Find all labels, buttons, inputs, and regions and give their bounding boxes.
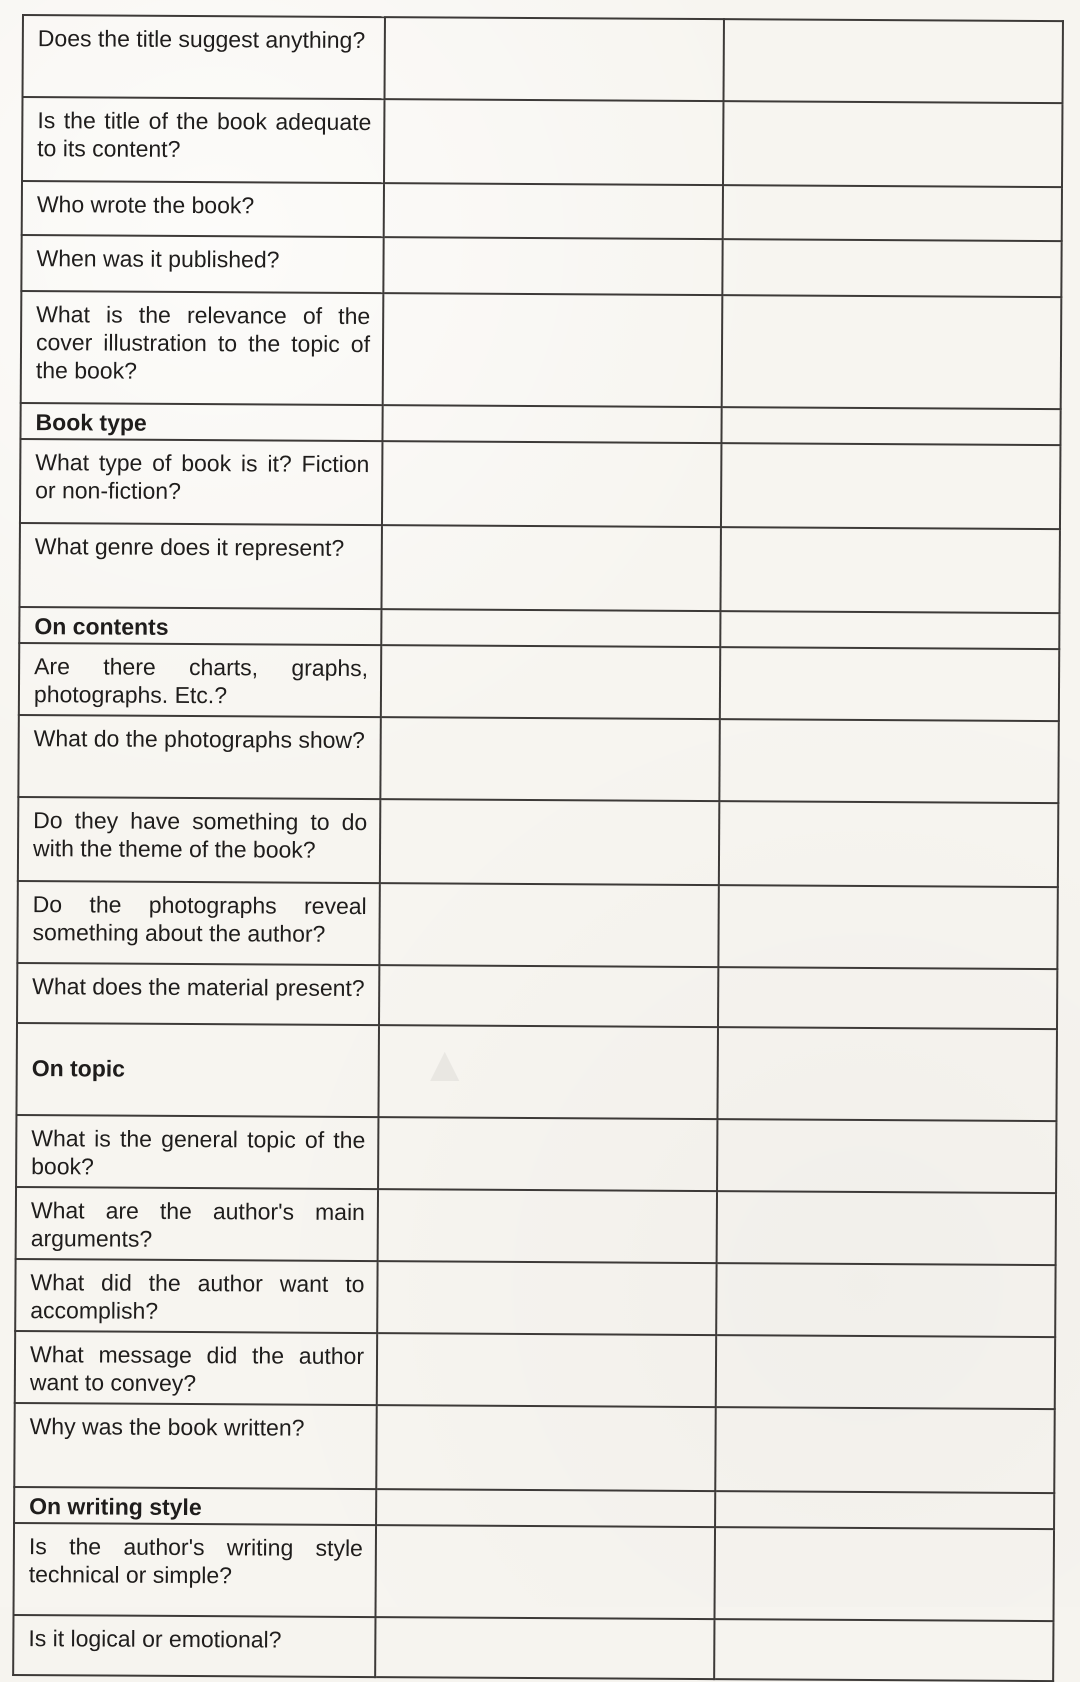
answer-area[interactable] (385, 100, 722, 103)
answer-cell-right[interactable] (718, 967, 1057, 1029)
answer-cell-right[interactable] (723, 101, 1062, 187)
answer-area[interactable] (719, 1028, 1056, 1031)
question-cell (13, 1615, 375, 1677)
book-review-table (12, 14, 1064, 1682)
answer-area[interactable] (723, 408, 1060, 411)
answer-cell-left[interactable] (384, 99, 723, 185)
question-cell (21, 235, 383, 293)
section-header-cell (16, 1023, 379, 1117)
answer-cell-right[interactable] (715, 1491, 1054, 1529)
answer-area[interactable] (382, 610, 719, 613)
answer-cell-left[interactable] (383, 237, 722, 295)
answer-area[interactable] (378, 1406, 715, 1409)
question-text: What does the material present? (32, 973, 365, 1002)
answer-area[interactable] (383, 442, 720, 445)
answer-cell-right[interactable] (716, 1335, 1055, 1409)
answer-area[interactable] (383, 526, 720, 529)
answer-area[interactable] (716, 1528, 1053, 1531)
answer-cell-left[interactable] (381, 609, 720, 647)
section-title: On topic (31, 1055, 126, 1082)
table-row (23, 15, 1063, 103)
answer-cell-right[interactable] (718, 885, 1057, 969)
answer-cell-left[interactable] (378, 1117, 717, 1191)
table-row (20, 403, 1060, 445)
answer-area[interactable] (379, 1262, 716, 1265)
answer-area[interactable] (720, 886, 1057, 889)
answer-cell-right[interactable] (717, 1191, 1056, 1265)
question-text: When was it published? (36, 245, 280, 273)
answer-cell-right[interactable] (714, 1619, 1053, 1681)
answer-cell-right[interactable] (715, 1407, 1054, 1493)
answer-cell-right[interactable] (720, 647, 1059, 721)
table-row (19, 523, 1059, 613)
question-cell (18, 797, 380, 883)
answer-cell-left[interactable] (381, 525, 720, 611)
answer-area[interactable] (720, 802, 1057, 805)
answer-cell-right[interactable] (722, 295, 1062, 409)
answer-area[interactable] (377, 1490, 714, 1493)
answer-area[interactable] (723, 296, 1060, 299)
answer-area[interactable] (718, 1192, 1055, 1195)
answer-cell-right[interactable] (720, 527, 1059, 613)
answer-cell-right[interactable] (720, 611, 1059, 649)
table-row (21, 235, 1061, 297)
question-cell (23, 15, 385, 99)
table-row (15, 1259, 1055, 1337)
table-row (22, 97, 1062, 187)
answer-cell-left[interactable] (377, 1333, 716, 1407)
question-cell (20, 439, 382, 525)
table-row (16, 1115, 1056, 1193)
question-text: What do the photographs show? (33, 725, 365, 754)
answer-area[interactable] (380, 1026, 717, 1029)
table-row (14, 1403, 1054, 1493)
answer-area[interactable] (725, 20, 1062, 23)
answer-cell-left[interactable] (377, 1261, 716, 1335)
question-cell (22, 97, 384, 183)
answer-cell-left[interactable] (383, 293, 723, 407)
answer-cell-left[interactable] (375, 1617, 714, 1679)
section-header-cell (20, 403, 382, 441)
question-text: What genre does it represent? (34, 533, 345, 561)
answer-cell-left[interactable] (380, 799, 719, 885)
answer-area[interactable] (380, 966, 717, 969)
question-cell (22, 181, 384, 237)
question-text: What is the relevance of the cover illustration to the topic of the book? (35, 301, 371, 384)
question-text: Who wrote the book? (36, 191, 255, 219)
answer-area[interactable] (385, 184, 722, 187)
question-cell (15, 1331, 377, 1405)
answer-area[interactable] (384, 294, 721, 297)
answer-cell-left[interactable] (385, 17, 724, 101)
table-row (16, 1023, 1057, 1121)
section-title: On writing style (29, 1493, 202, 1521)
question-cell (19, 643, 381, 717)
answer-area[interactable] (376, 1618, 713, 1621)
question-cell (15, 1259, 377, 1333)
question-cell (19, 523, 381, 609)
answer-area[interactable] (377, 1526, 714, 1529)
question-text: Is it logical or emotional? (28, 1625, 282, 1653)
question-cell (18, 715, 380, 799)
question-cell (17, 881, 379, 965)
answer-cell-left[interactable] (375, 1525, 715, 1619)
section-title: On contents (34, 613, 169, 640)
table-row (15, 1331, 1055, 1409)
question-text: What are the author's main arguments? (30, 1197, 365, 1252)
answer-area[interactable] (717, 1336, 1054, 1339)
answer-area[interactable] (386, 18, 723, 21)
answer-cell-left[interactable] (382, 441, 721, 527)
question-text: Does the title suggest anything? (37, 25, 366, 54)
answer-area[interactable] (379, 1118, 716, 1121)
answer-area[interactable] (724, 186, 1061, 189)
table-row (13, 1615, 1053, 1681)
answer-cell-left[interactable] (376, 1489, 715, 1527)
answer-area[interactable] (384, 406, 721, 409)
answer-cell-left[interactable] (379, 883, 718, 967)
faint-background-stamp: ▲ (420, 1036, 470, 1092)
answer-cell-right[interactable] (723, 19, 1062, 103)
question-text: Is the author's writing style technical or simple? (28, 1533, 363, 1589)
answer-area[interactable] (715, 1620, 1052, 1623)
answer-area[interactable] (381, 800, 718, 803)
answer-area[interactable] (379, 1190, 716, 1193)
table-row (19, 643, 1059, 721)
answer-area[interactable] (721, 612, 1058, 615)
question-cell (17, 963, 379, 1025)
answer-area[interactable] (722, 444, 1059, 447)
table-row (21, 291, 1062, 409)
question-text: Do they have something to do with the theme of the book? (32, 807, 368, 863)
question-cell (16, 1187, 378, 1261)
answer-cell-left[interactable] (380, 717, 719, 801)
answer-cell-left[interactable] (381, 645, 720, 719)
question-text: What message did the author want to convey? (29, 1341, 365, 1397)
book-review-sheet (13, 14, 1030, 1653)
answer-cell-right[interactable] (723, 185, 1062, 241)
question-text: Is the title of the book adequate to its content? (37, 107, 372, 162)
table-row (14, 1487, 1054, 1529)
answer-area[interactable] (724, 240, 1061, 243)
question-cell (13, 1523, 376, 1617)
answer-area[interactable] (721, 720, 1058, 723)
answer-cell-left[interactable] (376, 1405, 715, 1491)
answer-area[interactable] (718, 1264, 1055, 1267)
table-row (13, 1523, 1054, 1621)
question-text: Why was the book written? (29, 1413, 305, 1441)
answer-area[interactable] (717, 1408, 1054, 1411)
answer-cell-left[interactable] (379, 965, 718, 1027)
answer-area[interactable] (385, 238, 722, 241)
question-text: What did the author want to accomplish? (30, 1269, 365, 1324)
table-row (18, 797, 1058, 887)
question-cell (14, 1403, 376, 1489)
answer-cell-right[interactable] (721, 443, 1060, 529)
answer-area[interactable] (378, 1334, 715, 1337)
table-row (19, 607, 1059, 649)
answer-cell-right[interactable] (717, 1119, 1056, 1193)
section-header-cell (14, 1487, 376, 1525)
section-title: Book type (35, 409, 147, 436)
table-row (22, 181, 1062, 241)
answer-cell-right[interactable] (716, 1263, 1055, 1337)
answer-area[interactable] (724, 102, 1061, 105)
section-header-cell (19, 607, 381, 645)
answer-cell-right[interactable] (721, 407, 1060, 445)
answer-area[interactable] (716, 1492, 1053, 1495)
question-cell (16, 1115, 378, 1189)
table-row (16, 1187, 1056, 1265)
answer-cell-right[interactable] (722, 239, 1061, 297)
answer-cell-right[interactable] (717, 1027, 1057, 1121)
answer-area[interactable] (721, 648, 1058, 651)
answer-cell-left[interactable] (378, 1025, 718, 1119)
answer-cell-right[interactable] (719, 719, 1058, 803)
answer-cell-left[interactable] (382, 405, 721, 443)
table-row (18, 715, 1058, 803)
answer-cell-right[interactable] (719, 801, 1058, 887)
answer-area[interactable] (719, 968, 1056, 971)
answer-area[interactable] (382, 646, 719, 649)
answer-cell-right[interactable] (714, 1527, 1054, 1621)
answer-area[interactable] (381, 884, 718, 887)
question-text: Are there charts, graphs, photographs. Etc.? (33, 653, 369, 709)
question-text: Do the photographs reveal something about the author? (32, 891, 367, 947)
question-text: What type of book is it? Fiction or non-fiction? (35, 449, 370, 504)
table-row (20, 439, 1060, 529)
answer-cell-left[interactable] (384, 183, 723, 239)
table-row (17, 963, 1057, 1029)
question-cell (21, 291, 384, 405)
answer-area[interactable] (382, 718, 719, 721)
answer-area[interactable] (718, 1120, 1055, 1123)
question-text: What is the general topic of the book? (31, 1125, 366, 1180)
table-row (17, 881, 1057, 969)
answer-area[interactable] (722, 528, 1059, 531)
answer-cell-left[interactable] (378, 1189, 717, 1263)
